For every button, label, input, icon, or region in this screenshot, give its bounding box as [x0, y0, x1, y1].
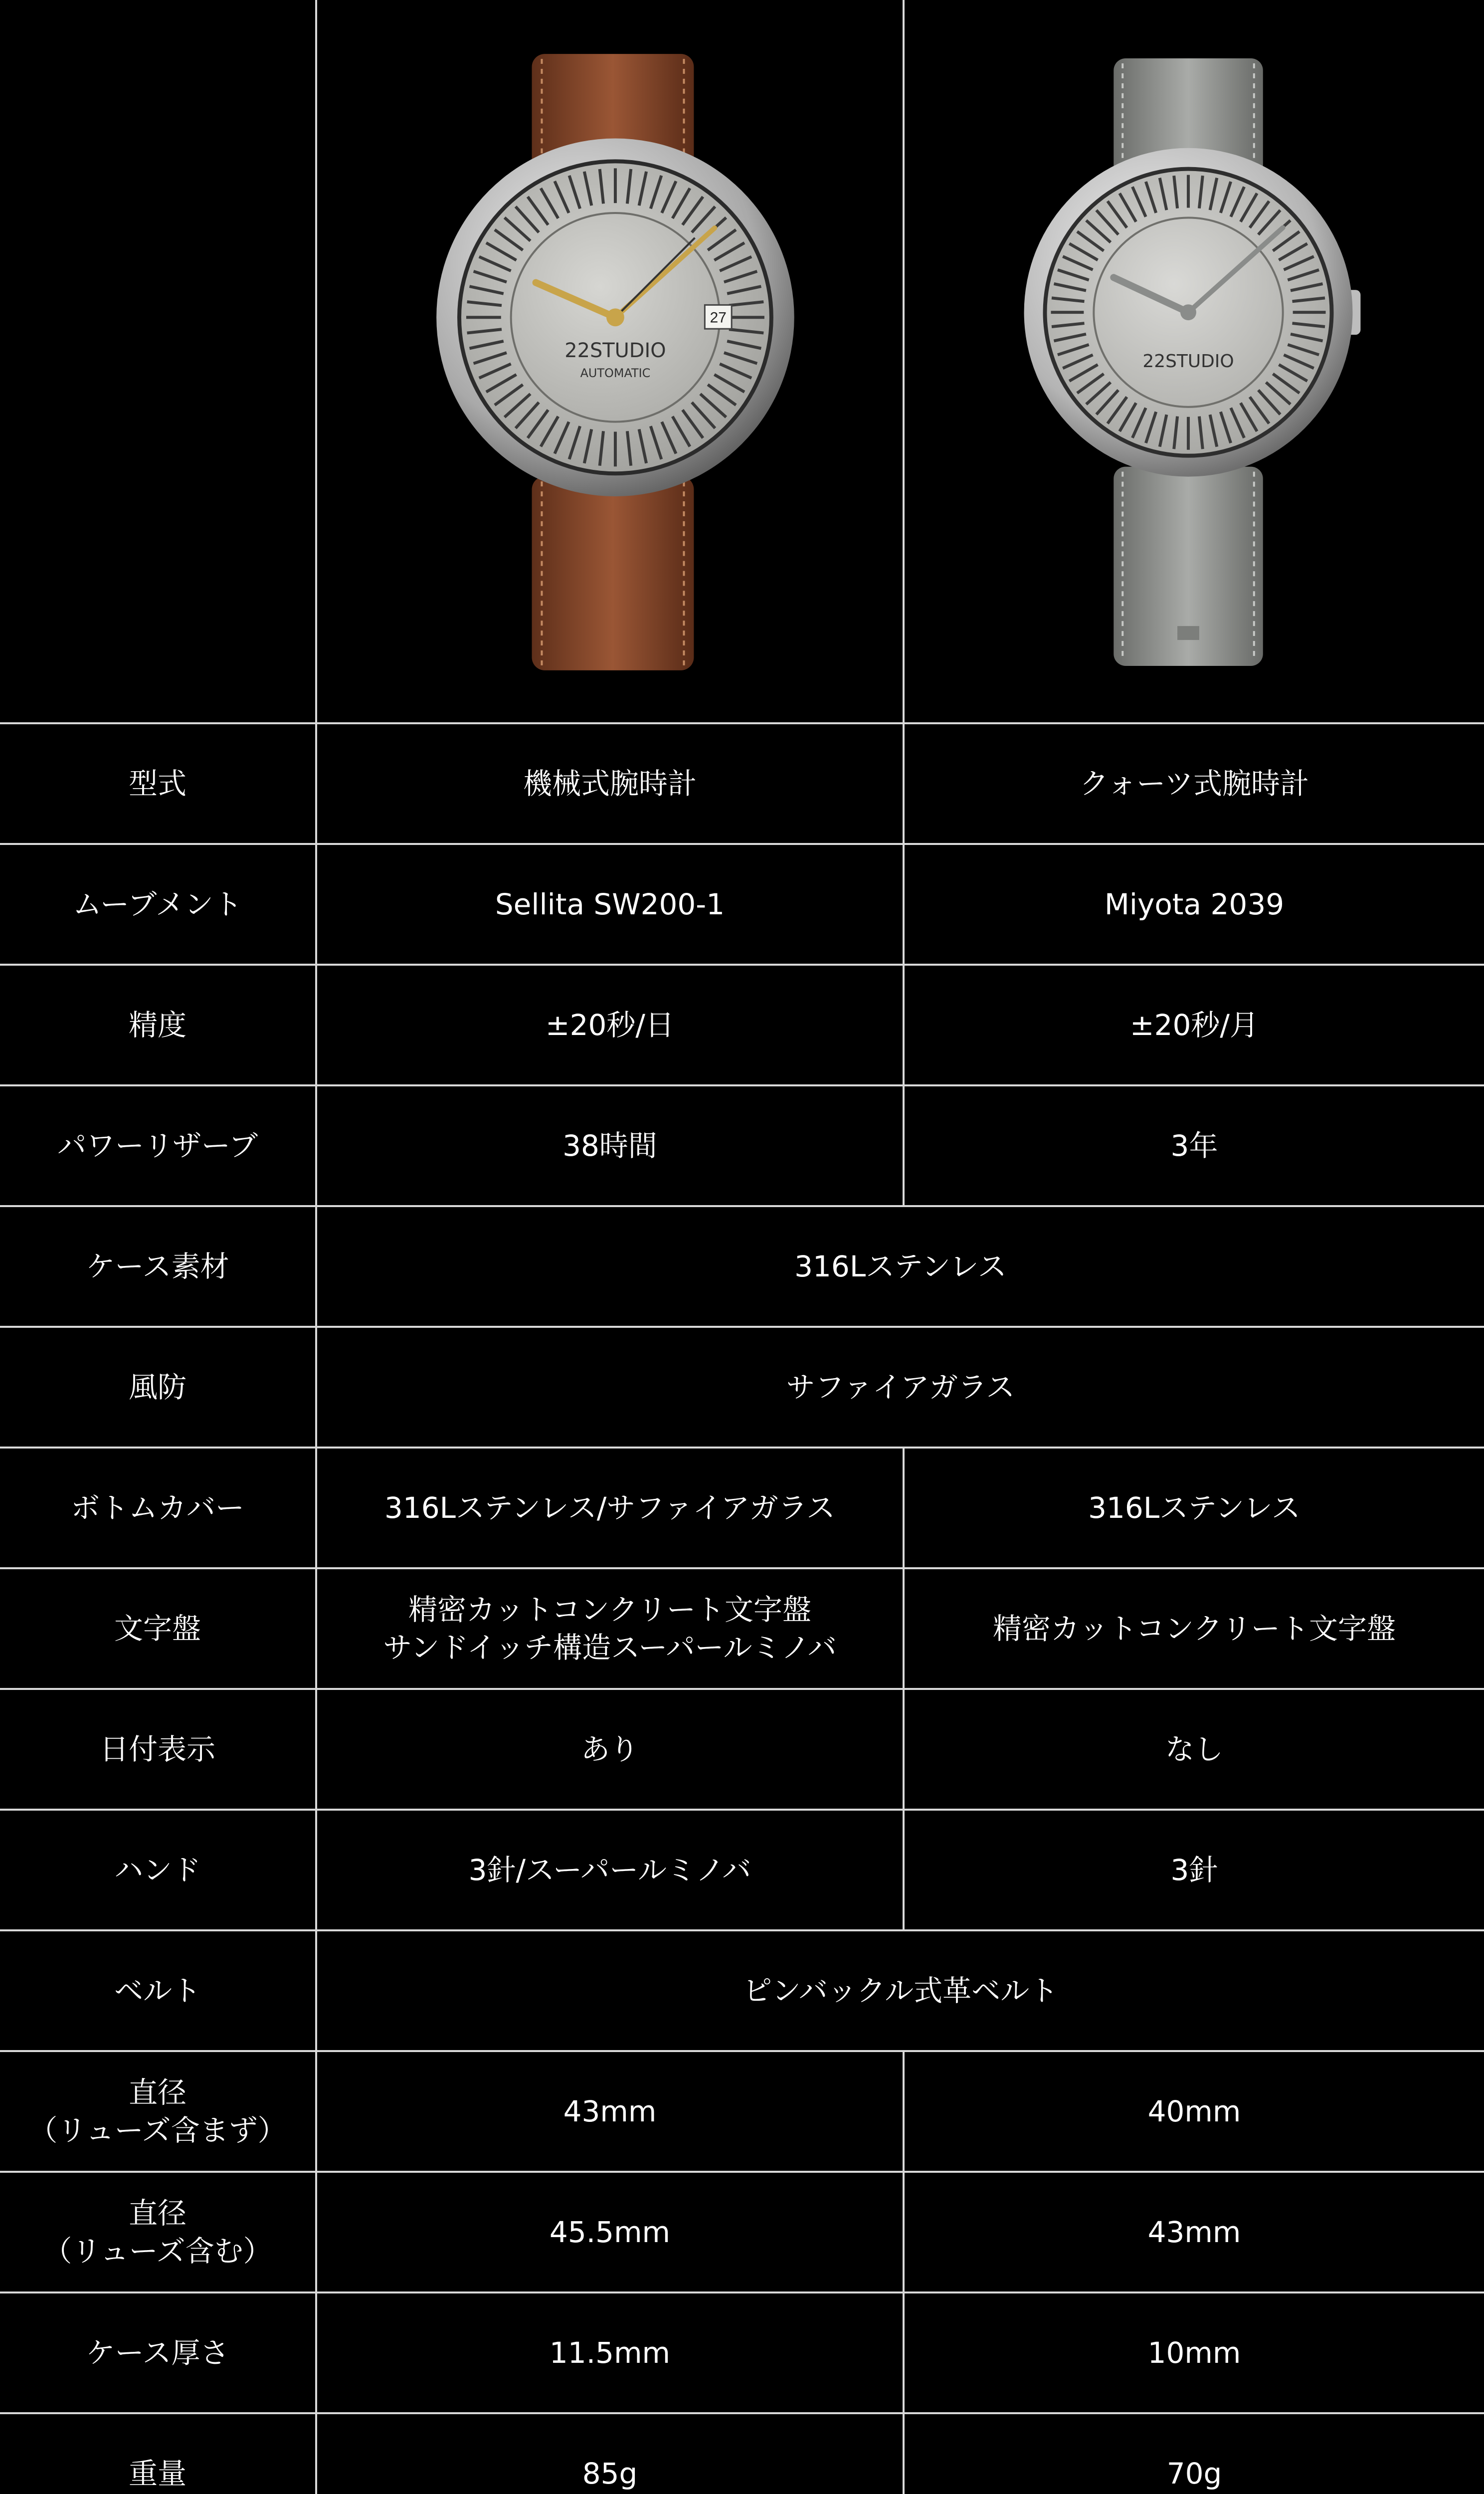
spec-value-quartz: 3年	[904, 1085, 1484, 1206]
spec-label: 直径 （リューズ含まず）	[0, 2051, 316, 2172]
spec-value-automatic: 43mm	[316, 2051, 904, 2172]
quartz-watch-photo-cell	[904, 0, 1484, 723]
quartz-watch-image	[905, 38, 1484, 684]
spec-row	[0, 2051, 1484, 2172]
spec-row	[0, 844, 1484, 965]
spec-value-quartz: 精密カットコンクリート文字盤	[904, 1568, 1484, 1689]
spec-row	[0, 1930, 1484, 2051]
spec-label: 型式	[0, 723, 316, 844]
spec-value-quartz: 316Lステンレス	[904, 1448, 1484, 1568]
spec-value-quartz: クォーツ式腕時計	[904, 723, 1484, 844]
spec-value-quartz: 40mm	[904, 2051, 1484, 2172]
spec-row	[0, 1206, 1484, 1327]
spec-value-automatic: 精密カットコンクリート文字盤 サンドイッチ構造スーパールミノバ	[316, 1568, 904, 1689]
spec-value-automatic: あり	[316, 1689, 904, 1810]
spec-value-automatic: 3針/スーパールミノバ	[316, 1810, 904, 1930]
spec-value-automatic: 45.5mm	[316, 2172, 904, 2292]
svg-text:AUTOMATIC: AUTOMATIC	[580, 366, 651, 380]
spec-value-quartz: 3針	[904, 1810, 1484, 1930]
spec-value-automatic: 316Lステンレス/サファイアガラス	[316, 1448, 904, 1568]
photo-row	[0, 0, 1484, 723]
spec-value-automatic: 85g	[316, 2413, 904, 2494]
spec-label: 文字盤	[0, 1568, 316, 1689]
spec-value-automatic: 38時間	[316, 1085, 904, 1206]
automatic-watch-image	[317, 38, 903, 684]
spec-label: 風防	[0, 1327, 316, 1448]
spec-row	[0, 2413, 1484, 2494]
spec-row	[0, 1085, 1484, 1206]
spec-value-quartz: 70g	[904, 2413, 1484, 2494]
spec-label: ケース素材	[0, 1206, 316, 1327]
spec-value-automatic: 機械式腕時計	[316, 723, 904, 844]
spec-row	[0, 2172, 1484, 2292]
lower-strap	[532, 476, 694, 670]
spec-label: ケース厚さ	[0, 2292, 316, 2413]
spec-value-quartz: 43mm	[904, 2172, 1484, 2292]
spec-value-automatic: ±20秒/日	[316, 965, 904, 1085]
spec-value-quartz: なし	[904, 1689, 1484, 1810]
svg-text:27: 27	[710, 309, 727, 326]
spec-label: ベルト	[0, 1930, 316, 2051]
spec-label: 日付表示	[0, 1689, 316, 1810]
spec-row	[0, 1448, 1484, 1568]
spec-label: ハンド	[0, 1810, 316, 1930]
spec-label: ムーブメント	[0, 844, 316, 965]
spec-label: 精度	[0, 965, 316, 1085]
spec-value-shared: ピンバックル式革ベルト	[316, 1930, 1484, 2051]
spec-label: 重量	[0, 2413, 316, 2494]
spec-label: 直径 （リューズ含む）	[0, 2172, 316, 2292]
spec-value-shared: サファイアガラス	[316, 1327, 1484, 1448]
spec-row	[0, 723, 1484, 844]
spec-row	[0, 1327, 1484, 1448]
svg-text:22STUDIO: 22STUDIO	[564, 339, 666, 363]
spec-row	[0, 1568, 1484, 1689]
automatic-watch-photo-cell	[316, 0, 904, 723]
spec-value-automatic: 11.5mm	[316, 2292, 904, 2413]
spec-value-quartz: 10mm	[904, 2292, 1484, 2413]
spec-value-quartz: Miyota 2039	[904, 844, 1484, 965]
spec-row	[0, 1810, 1484, 1930]
spec-label: ボトムカバー	[0, 1448, 316, 1568]
spec-row	[0, 1689, 1484, 1810]
spec-value-automatic: Sellita SW200-1	[316, 844, 904, 965]
spec-row	[0, 965, 1484, 1085]
spec-value-quartz: ±20秒/月	[904, 965, 1484, 1085]
photo-label-cell	[0, 0, 316, 723]
spec-label: パワーリザーブ	[0, 1085, 316, 1206]
spec-row	[0, 2292, 1484, 2413]
svg-text:22STUDIO: 22STUDIO	[1142, 351, 1234, 372]
spec-value-shared: 316Lステンレス	[316, 1206, 1484, 1327]
